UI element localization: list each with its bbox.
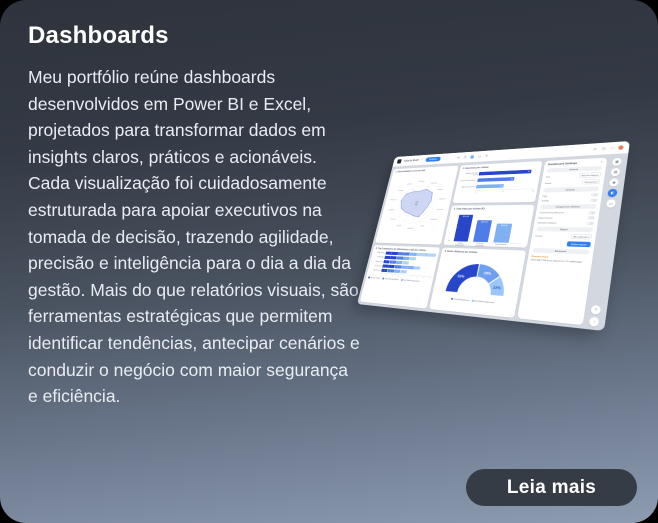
toggle-knob xyxy=(591,199,594,201)
gauge-segment-label: 28% xyxy=(483,270,492,277)
stacked-segment: 1 xyxy=(410,252,417,255)
hbar-bar xyxy=(477,177,515,182)
hbar-category-label: Agency breakdown xyxy=(461,185,476,189)
settings-toggle-label: Export Section xyxy=(538,216,553,219)
legend-label: Project Managing team xyxy=(453,297,470,302)
radar-chart-title: 1. Org breakdown score per skill xyxy=(395,169,426,174)
radar-axis-label: Training xyxy=(390,219,396,221)
settings-title: Dashboard Settings xyxy=(547,161,578,167)
stacked-segment: 1 xyxy=(402,261,409,264)
hbar-axis xyxy=(475,189,535,193)
layers-icon[interactable]: ▤ xyxy=(610,168,620,176)
vbar-value-label: $100,000 xyxy=(500,224,508,227)
settings-field-label: Font xyxy=(545,175,551,179)
stacked-segment: 1 xyxy=(394,265,401,268)
vbar-bar xyxy=(454,215,474,242)
read-more-button[interactable]: Leia mais xyxy=(466,469,637,506)
stacked-segment: 2 xyxy=(397,252,410,256)
axis-tick: 8 xyxy=(429,277,431,280)
help-icon[interactable]: ? xyxy=(590,305,601,315)
hbar-category-label: Commercial excellence xyxy=(460,179,477,182)
settings-toggle-row xyxy=(538,221,594,224)
stacked-segment: 1 xyxy=(387,269,394,272)
vbar-category-label: Outbound Prospecting xyxy=(475,242,484,247)
hbar-category-label: Engineering team (YTD) xyxy=(465,172,478,176)
legend-label: Top Rank Conduct xyxy=(370,276,381,280)
vbar-value-label: $120,000 xyxy=(480,220,488,223)
share-icon[interactable]: ⇗ xyxy=(592,146,597,152)
right-chart-column xyxy=(443,161,542,247)
stacked-row-label: Inside sales xyxy=(374,264,382,267)
app-logo xyxy=(397,159,402,163)
radar-axis-label: Design xyxy=(397,190,403,193)
settings-toggle-label: Underline definition xyxy=(537,221,557,225)
legend-item xyxy=(368,277,380,280)
info-icon[interactable]: ⓘ xyxy=(509,312,513,316)
toggle-knob xyxy=(587,222,590,224)
toggle-switch[interactable] xyxy=(591,193,598,196)
hbar-value-label: 32 xyxy=(510,178,514,180)
settings-sections xyxy=(531,166,602,264)
vbar-bar xyxy=(473,220,492,242)
radar-axis-label: Analytics xyxy=(436,189,444,192)
stacked-row-label: Brand studio xyxy=(373,269,381,272)
toggle-switch[interactable] xyxy=(588,211,595,214)
settings-field-row xyxy=(535,233,592,239)
radar-axis-label: Logistics xyxy=(406,228,414,231)
toggle-knob xyxy=(589,211,592,213)
radar-axis-label: Marketing xyxy=(429,219,437,222)
hbar-chart-card xyxy=(453,161,543,203)
settings-field-label: Format xyxy=(535,234,543,237)
settings-section-header: General xyxy=(547,166,603,173)
notifications-icon[interactable]: ◔ xyxy=(610,145,614,151)
hbar-value-label: 24 xyxy=(500,185,503,187)
legend-label: Project Managing Expert xyxy=(384,277,399,281)
settings-field-value[interactable]: Ultramarine ▾ xyxy=(582,179,600,184)
page-title: Dashboards xyxy=(28,22,169,49)
axis-tick: 0 xyxy=(380,274,382,276)
vbar-bar xyxy=(493,224,512,243)
toggle-switch[interactable] xyxy=(588,216,595,219)
stacked-segment: 1 xyxy=(400,270,407,274)
axis-tick: 0 xyxy=(474,191,477,194)
vbar-baseline-label: $0 xyxy=(447,239,450,242)
undo-icon[interactable]: ⟲ xyxy=(456,155,461,160)
up-icon[interactable]: ↑ xyxy=(589,317,600,327)
axis-tick: 4 xyxy=(404,275,406,278)
axis-tick: 50 xyxy=(531,189,535,192)
close-icon[interactable]: ✕ xyxy=(600,160,604,164)
stacked-segment: 1 xyxy=(389,260,396,263)
settings-section-header: Export xyxy=(536,227,593,232)
toolbar-center-icons xyxy=(456,154,489,160)
radar-axis-label: Support xyxy=(388,210,394,212)
pin-icon[interactable]: ◉ xyxy=(609,178,619,186)
svg-text:7.2: 7.2 xyxy=(414,202,418,205)
axis-tick: 1 xyxy=(385,274,388,277)
hbar-bar xyxy=(479,170,532,176)
stacked-segment: 2 xyxy=(382,265,395,269)
radar-axis-label: Reports xyxy=(438,199,445,201)
hbar-chart-title: 2. Interviews per volume xyxy=(462,166,489,170)
settings-toggle-label: Page xyxy=(542,194,548,198)
gauge-segment-label: 50% xyxy=(457,273,465,279)
settings-field-row xyxy=(546,172,602,179)
grid-view-icon[interactable]: ▦ xyxy=(470,154,475,159)
stacked-segment: 1 xyxy=(383,260,390,263)
settings-toggle-row xyxy=(541,199,597,203)
palette-icon[interactable]: ◧ xyxy=(607,189,617,197)
dashboard-preview-image xyxy=(357,141,630,331)
settings-section-header: Comparisons defaults xyxy=(540,204,596,209)
redo-icon[interactable]: ⟳ xyxy=(463,155,467,160)
radar-axis-label: Strategy xyxy=(418,181,425,184)
stacked-segment: 1 xyxy=(409,257,416,260)
axis-tick: 3 xyxy=(398,275,400,278)
settings-note: Need help? Talk to our experts for a 1:1 walkthrough. xyxy=(531,258,583,264)
settings-toggle-label: E-folder xyxy=(541,199,550,203)
gauge-chart-title: 4. Hours delivered per volume xyxy=(444,249,478,254)
stacked-segment: 1 xyxy=(381,269,388,272)
axis-tick: 6 xyxy=(416,276,418,279)
radar-axis-label: Finance xyxy=(436,210,443,212)
legend-item xyxy=(472,300,494,304)
stacked-segment: 1 xyxy=(393,270,400,273)
dashboard-window xyxy=(357,141,630,331)
axis-tick: 7 xyxy=(423,277,425,280)
legend-label: Social Media Segmentation xyxy=(474,299,495,304)
toggle-switch[interactable] xyxy=(590,199,597,202)
vbar-chart xyxy=(447,213,527,244)
settings-toggle-row xyxy=(542,193,598,197)
stacked-segment: 2 xyxy=(384,256,397,260)
hbar-bar xyxy=(476,184,504,188)
stacked-segment: 1 xyxy=(396,261,403,264)
dashboard-body xyxy=(357,154,628,331)
stacked-segment: 3 xyxy=(416,253,436,257)
history-icon[interactable]: ◷ xyxy=(601,146,606,151)
vbar-value-label: $150,000 xyxy=(462,215,470,218)
edit-icon[interactable]: ✎ xyxy=(484,153,489,158)
hbar-chart xyxy=(458,169,538,189)
radar-axis-label: Growth xyxy=(406,184,412,186)
toggle-knob xyxy=(588,217,591,219)
settings-field-value[interactable]: A4 Landscape ▾ xyxy=(571,234,592,240)
avatar[interactable] xyxy=(618,145,624,150)
stacked-row-label: Media buyers xyxy=(377,251,385,254)
radar-axis-label: Sales xyxy=(420,226,425,228)
settings-toggle-label: Screenshot by Reference xyxy=(539,211,565,214)
hbar-row xyxy=(461,169,538,176)
settings-field-row xyxy=(544,179,600,186)
toggle-knob xyxy=(592,194,595,196)
stacked-segment: 1 xyxy=(413,266,420,270)
toolbar-right-icons xyxy=(592,145,624,152)
vbar-chart-title: 3. Total leads per volume (K) xyxy=(453,207,485,211)
axis-tick: 5 xyxy=(410,276,412,279)
radar-axis-label: Quality xyxy=(396,226,402,228)
vbar-chart-card xyxy=(443,205,534,248)
settings-field-value[interactable]: Helvetica Regular xyxy=(579,172,601,178)
chat-icon[interactable]: ▭ xyxy=(606,199,616,207)
stacked-chart-card xyxy=(360,245,440,309)
settings-field-label: Palette xyxy=(544,182,552,185)
legend-item xyxy=(382,278,398,281)
legend-item xyxy=(451,298,469,302)
hbar-value-label: 45 xyxy=(527,170,531,173)
stacked-row-label: Sales leads xyxy=(377,256,384,259)
hbar-row xyxy=(460,176,537,182)
stacked-chart-title: 5. Top 5 employees by effectiveness rate per volume xyxy=(375,247,427,252)
radar-axis-label: Planning xyxy=(430,183,437,186)
settings-toggle-row xyxy=(538,216,594,219)
chevron-down-icon[interactable]: ▾ xyxy=(420,159,423,162)
settings-section-header: Defaults xyxy=(543,187,599,193)
documentation-link[interactable]: Documentation xyxy=(531,255,549,259)
stacked-segment: 2 xyxy=(401,266,414,270)
publish-button[interactable]: Publish xyxy=(425,157,441,162)
comment-icon[interactable]: ▭ xyxy=(477,154,482,159)
stacked-segment: 2 xyxy=(385,251,398,255)
stacked-segment: 1 xyxy=(396,256,403,259)
vbar-category-label: Partner Network xyxy=(494,243,507,246)
axis-tick: 25 xyxy=(502,190,505,193)
vbar-category-label: Inbound Management xyxy=(455,242,465,246)
toggle-switch[interactable] xyxy=(587,222,594,225)
legend-item xyxy=(401,276,420,283)
clipboard-icon[interactable]: ▣ xyxy=(612,158,622,166)
radar-axis-label: Research xyxy=(390,200,397,202)
stacked-row-label: Channel ops xyxy=(375,260,383,263)
card-description: Meu portfólio reúne dashboards desenvolvidos em Power BI e Excel, projetados para transformar dados em insights claros, práticos e acionáveis. Cada visualização foi cuidadosamente estruturada para apoiar executivos na tomada de decisão, trazendo agilidade, precisão e inteligência para o dia a dia da gestão. Mais do que relatórios visuais, são ferramentas estratégicas que permitem identificar tendências, antecipar cenários e conduzir o negócio com maior segurança e eficiência. xyxy=(28,67,360,407)
gauge-segment-label: 22% xyxy=(492,285,502,291)
settings-toggle-row xyxy=(539,211,595,214)
axis-tick: 2 xyxy=(391,274,394,277)
settings-section-header: Advanced xyxy=(532,248,589,255)
app-name: Volume Build xyxy=(403,158,419,163)
radar-chart xyxy=(379,170,455,238)
gauge-chart-card xyxy=(429,247,526,318)
legend-label: Social Media Segmentation xyxy=(402,279,420,283)
define-layout-button[interactable]: Define layout xyxy=(567,241,591,247)
stacked-segment: 1 xyxy=(403,257,410,260)
